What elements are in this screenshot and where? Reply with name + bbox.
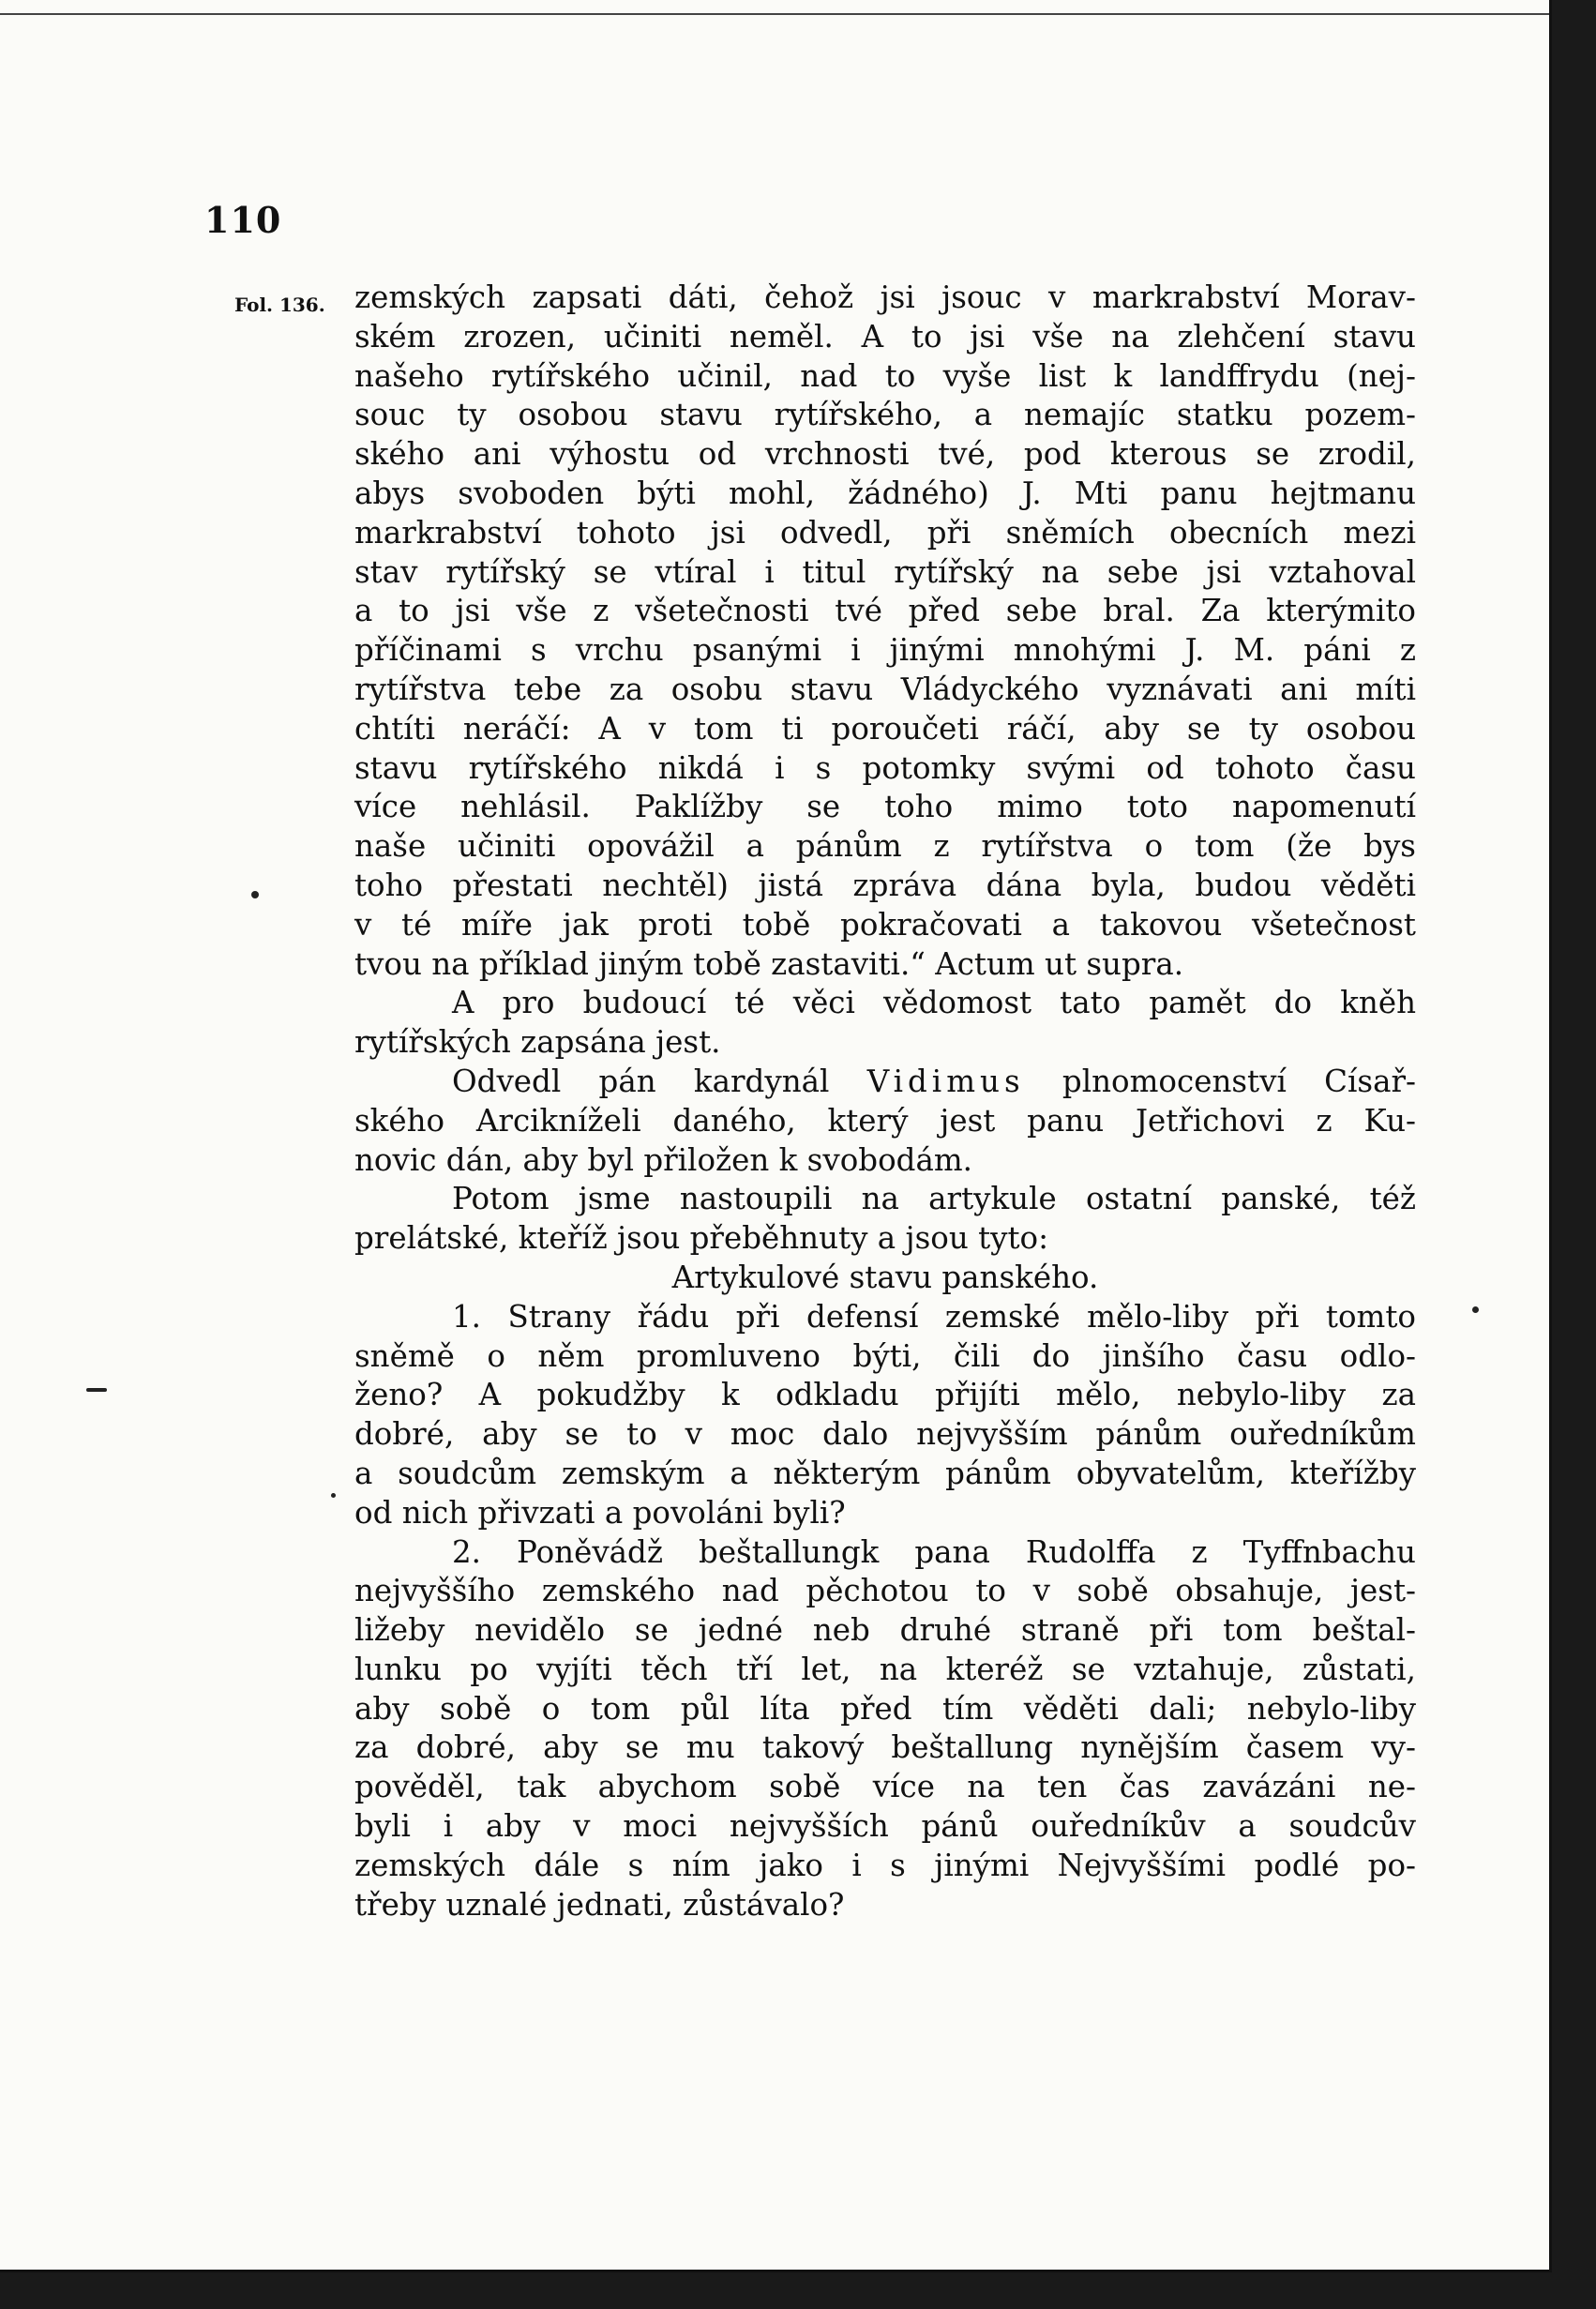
text-line: našeho rytířského učinil, nad to vyše list k landffrydu (nej-	[354, 357, 1416, 394]
text-line: více nehlásil. Paklížby se toho mimo toto napomenutí	[354, 789, 1416, 825]
text-line: novic dán, aby byl přiložen k svobodám.	[354, 1141, 972, 1178]
text-line: chtíti neráčí: A v tom ti poroučeti ráčí, aby se ty osobou	[354, 710, 1416, 747]
text-line: Potom jsme nastoupili na artykule ostatní panské, též	[452, 1181, 1416, 1217]
text-line: 2. Poněvádž beštallungk pana Rudolffa z Tyffnbachu	[452, 1533, 1416, 1570]
text-line: ženo? A pokudžby k odkladu přijíti mělo, nebylo-liby za	[354, 1377, 1416, 1413]
body-text	[354, 279, 1416, 1924]
text-line: 1. Strany řádu při defensí zemské mělo-liby při tomto	[452, 1298, 1416, 1335]
text-line: rytířských zapsána jest.	[354, 1024, 721, 1061]
text-line: za dobré, aby se mu takový beštallung nynějším časem vy-	[354, 1729, 1416, 1766]
vidimus-word: Vidimus	[866, 1063, 1025, 1099]
text-line: souc ty osobou stavu rytířského, a nemajíc statku pozem-	[354, 397, 1416, 433]
text-line: abys svoboden býti mohl, žádného) J. Mti panu hejtmanu	[354, 475, 1416, 511]
text-line: lunku po vyjíti těch tří let, na kteréž se vztahuje, zůstati,	[354, 1651, 1416, 1687]
scan-speck	[86, 1388, 107, 1392]
text-line: příčinami s vrchu psanými i jinými mnohými J. M. páni z	[354, 632, 1416, 669]
text-line: a soudcům zemským a některým pánům obyvatelům, kteřížby	[354, 1455, 1416, 1491]
text-line: zemských zapsati dáti, čehož jsi jsouc v markrabství Morav-	[354, 279, 1416, 315]
text-line: ském zrozen, učiniti neměl. A to jsi vše na zlehčení stavu	[354, 318, 1416, 355]
text-line: stavu rytířského nikdá i s potomky svými od tohoto času	[354, 749, 1416, 786]
scan-speck	[251, 891, 259, 898]
text-line: prelátské, kteříž jsou přeběhnuty a jsou tyto:	[354, 1220, 1049, 1257]
text-line: rytířstva tebe za osobu stavu Vládyckého vyznávati ani míti	[354, 671, 1416, 707]
text-line: nejvyššího zemského nad pěchotou to v sobě obsahuje, jest-	[354, 1573, 1416, 1609]
text-line: třeby uznalé jednati, zůstávalo?	[354, 1886, 845, 1923]
top-rule	[0, 13, 1549, 15]
text-line: ližeby nevidělo se jedné neb druhé straně při tom beštal-	[354, 1612, 1416, 1649]
text-line: dobré, aby se to v moc dalo nejvyšším pánům ouředníkům	[354, 1416, 1416, 1453]
text-line: aby sobě o tom půl líta před tím věděti dali; nebylo-liby	[354, 1690, 1416, 1727]
folio-marginal-note: Fol. 136.	[234, 294, 325, 316]
text-line: byli i aby v moci nejvyšších pánů ouředníkův a soudcův	[354, 1808, 1416, 1845]
page-number: 110	[204, 199, 282, 241]
text-line: markrabství tohoto jsi odvedl, při sněmích obecních mezi	[354, 514, 1416, 551]
text-line-prefix: Odvedl pán kardynál	[452, 1063, 830, 1099]
text-line: A pro budoucí té věci vědomost tato pamět do kněh	[452, 985, 1416, 1021]
scan-speck	[331, 1493, 336, 1498]
section-heading: Artykulové stavu panského.	[671, 1259, 1099, 1295]
text-line: sněmě o něm promluveno býti, čili do jinšího času odlo-	[354, 1337, 1416, 1374]
text-line-vidimus	[354, 1063, 1416, 1102]
text-line: v té míře jak proti tobě pokračovati a takovou všetečnost	[354, 906, 1416, 943]
text-line: toho přestati nechtěl) jistá zpráva dána byla, budou věděti	[354, 867, 1416, 903]
text-line: zemských dále s ním jako i s jinými Nejvyššími podlé po-	[354, 1847, 1416, 1883]
text-line: pověděl, tak abychom sobě více na ten čas zavázáni ne-	[354, 1769, 1416, 1805]
text-line: naše učiniti opovážil a pánům z rytířstva o tom (že bys	[354, 828, 1416, 865]
text-line: ského ani výhostu od vrchnosti tvé, pod kterous se zrodil,	[354, 436, 1416, 473]
scan-speck	[1472, 1306, 1479, 1313]
text-line: od nich přivzati a povoláni byli?	[354, 1494, 846, 1531]
text-line: stav rytířský se vtíral i titul rytířský na sebe jsi vztahoval	[354, 553, 1416, 590]
text-line-suffix: plnomocenství Císař-	[1061, 1063, 1416, 1099]
text-line: ského Arcikníželi daného, který jest panu Jetřichovi z Ku-	[354, 1102, 1416, 1139]
text-line: a to jsi vše z všetečnosti tvé před sebe bral. Za kterýmito	[354, 593, 1416, 629]
text-line: tvou na příklad jiným tobě zastaviti.“ Actum ut supra.	[354, 945, 1184, 982]
